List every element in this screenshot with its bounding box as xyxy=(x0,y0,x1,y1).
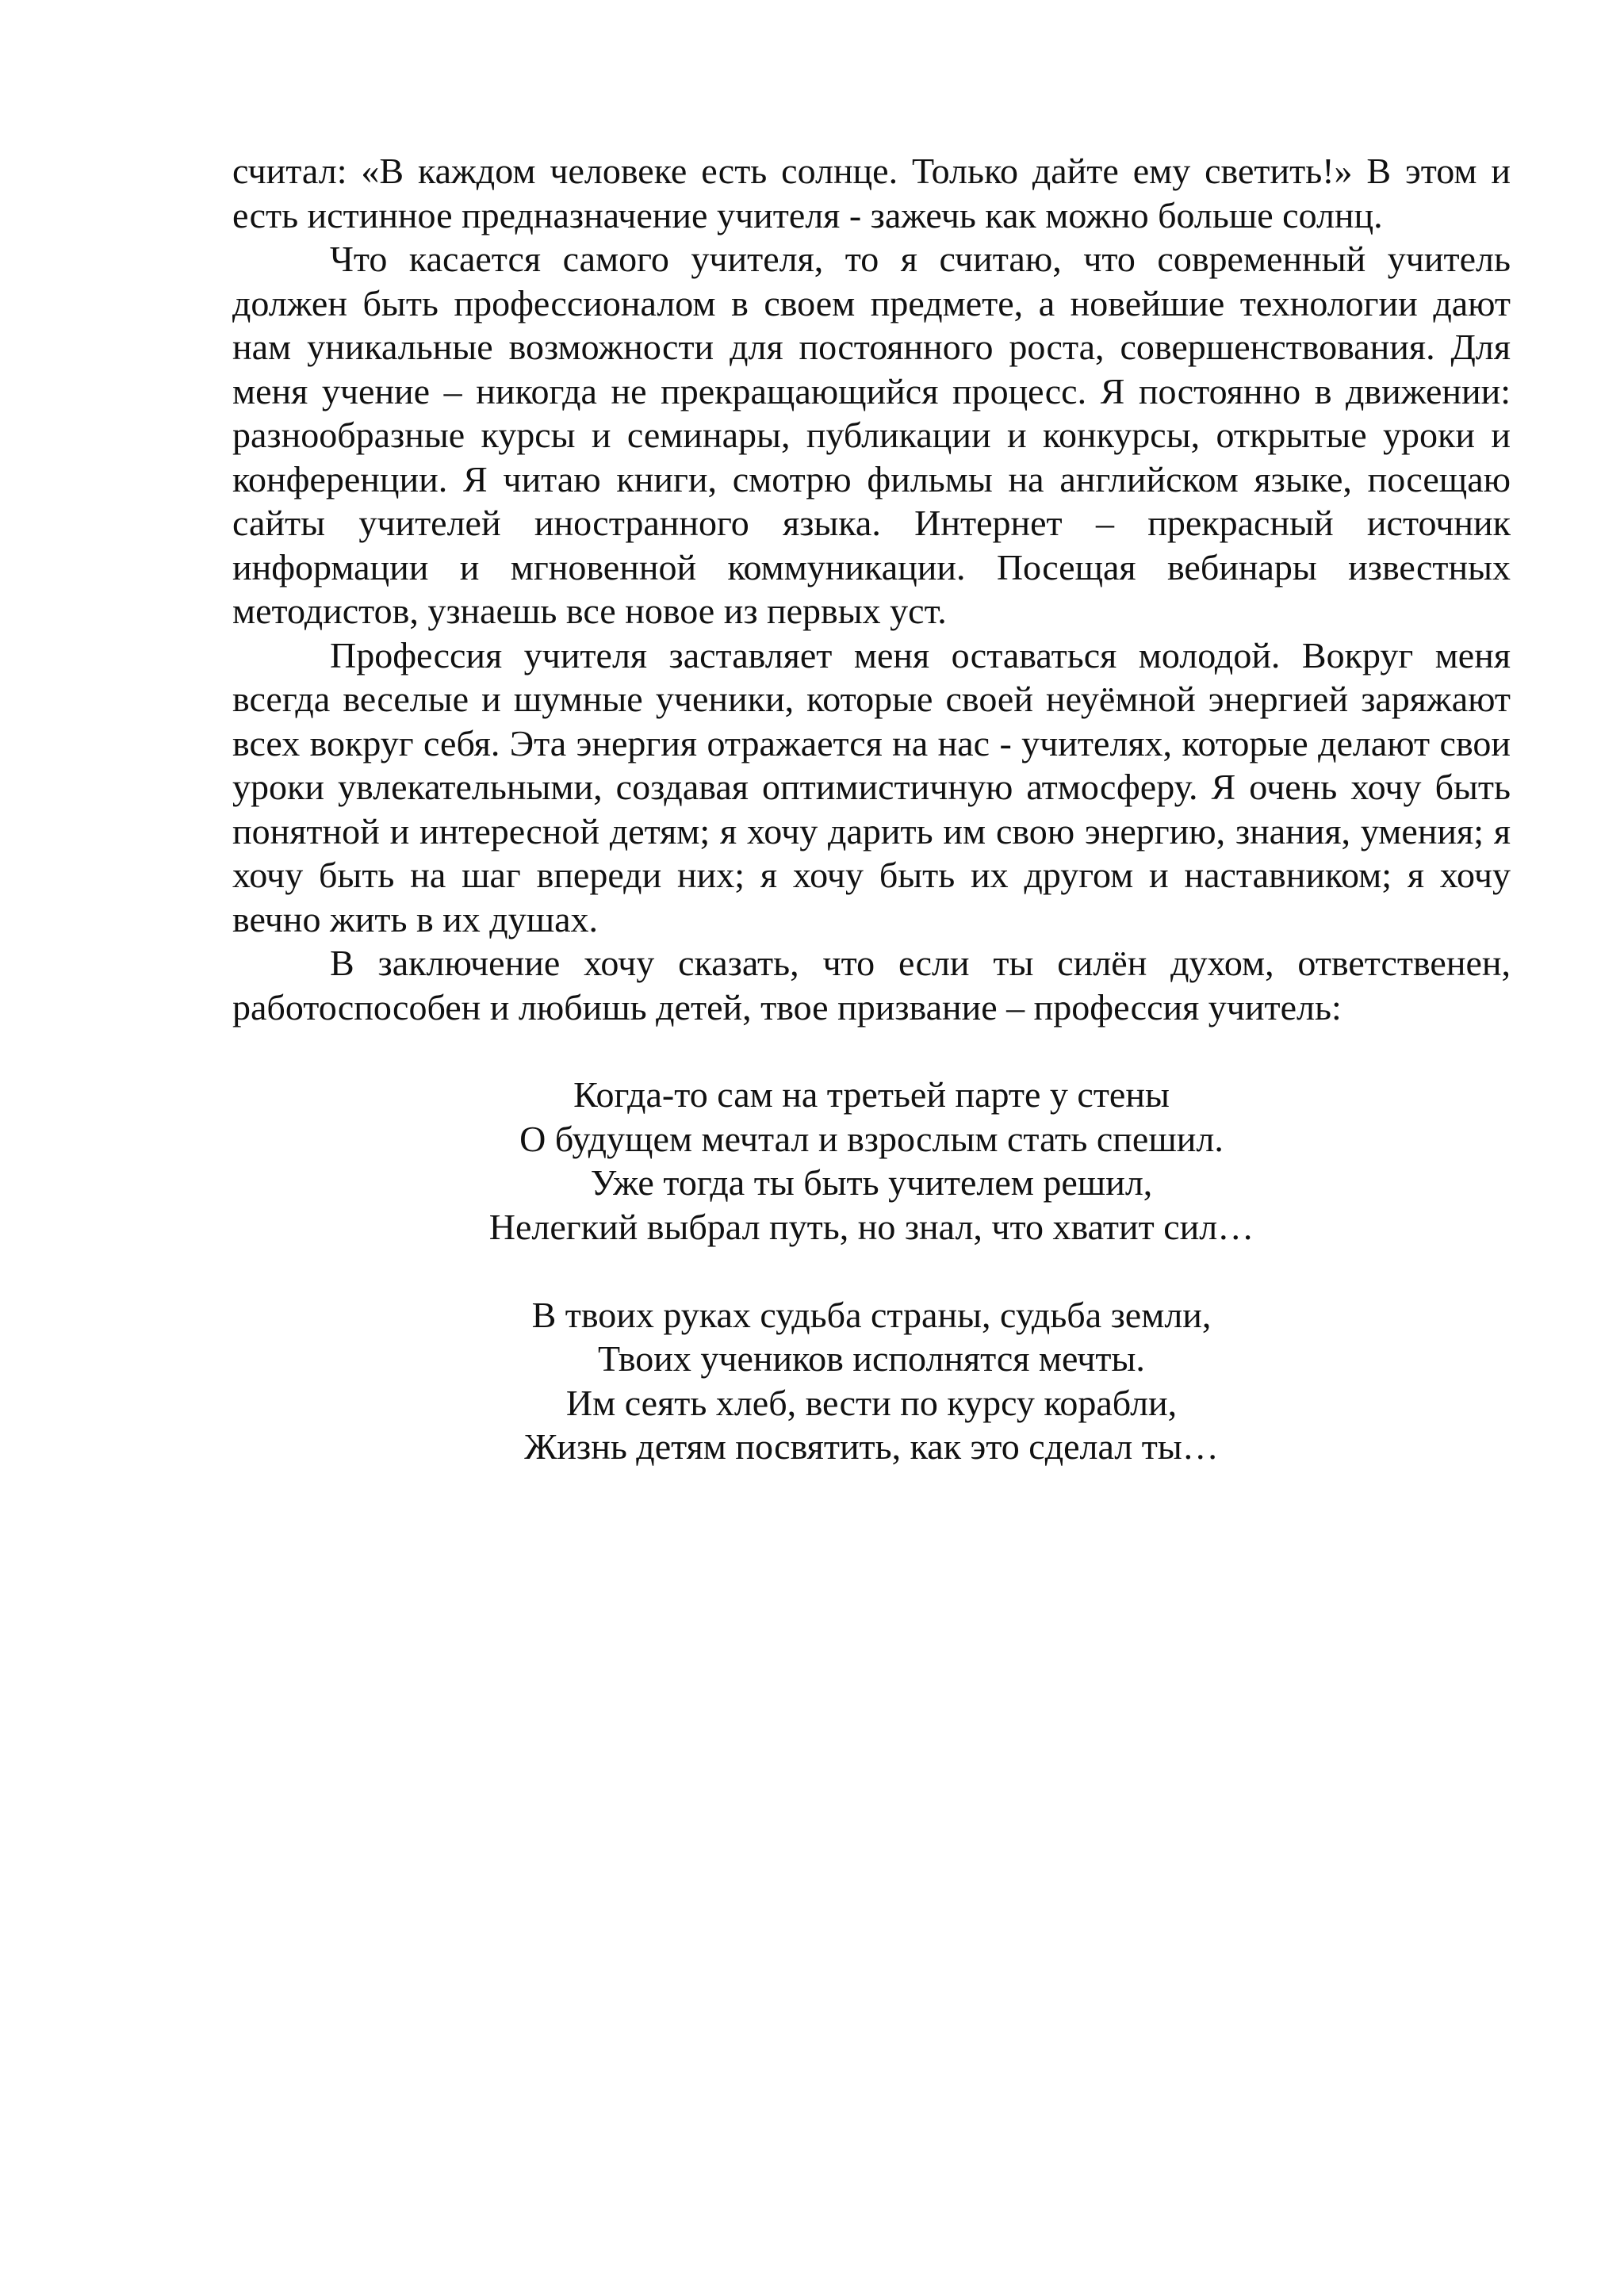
paragraph-3: Профессия учителя заставляет меня оставаться молодой. Вокруг меня всегда веселые и шумные ученики, которые своей неуёмной энергией заряжают всех вокруг себя. Эта энергия отражается на нас - учителях, которые делают свои уроки увлекательными, создавая оптимистичную атмосферу. Я очень хочу быть понятной и интересной детям; я хочу дарить им свою энергию, знания, умения; я хочу быть на шаг впереди них; я хочу быть их другом и наставником; я хочу вечно жить в их душах. xyxy=(232,634,1511,939)
document-body xyxy=(232,149,1511,1513)
poem-stanza-1 xyxy=(232,1073,1511,1249)
poem-line: Твоих учеников исполнятся мечты. xyxy=(598,1338,1145,1379)
paragraph-4: В заключение хочу сказать, что если ты силён духом, ответственен, работоспособен и любишь детей, твое призвание – профессия учитель: xyxy=(232,943,1511,1027)
paragraph-2: Что касается самого учителя, то я считаю, что современный учитель должен быть профессионалом в своем предмете, а новейшие технологии дают нам уникальные возможности для постоянного роста, совершенствования. Для меня учение – никогда не прекращающийся процесс. Я постоянно в движении: разнообразные курсы и семинары, публикации и конкурсы, открытые уроки и конференции. Я читаю книги, смотрю фильмы на английском языке, посещаю сайты учителей иностранного языка. Интернет – прекрасный источник информации и мгновенной коммуникации. Посещая вебинары известных методистов, узнаешь все новое из первых уст. xyxy=(232,239,1511,631)
poem-line: Им сеять хлеб, вести по курсу корабли, xyxy=(565,1382,1178,1423)
poem-line: Нелегкий выбрал путь, но знал, что хватит сил… xyxy=(488,1206,1254,1247)
poem-line: Жизнь детям посвятить, как это сделал ты… xyxy=(524,1426,1219,1467)
poem-line: Уже тогда ты быть учителем решил, xyxy=(590,1162,1153,1203)
poem-line: О будущем мечтал и взрослым стать спешил. xyxy=(519,1118,1224,1159)
poem-line: В твоих руках судьба страны, судьба земли, xyxy=(531,1294,1212,1335)
poem xyxy=(232,1073,1511,1469)
poem-line: Когда-то сам на третьей парте у стены xyxy=(573,1074,1170,1115)
paragraph-1: считал: «В каждом человеке есть солнце. Только дайте ему светить!» В этом и есть истинное предназначение учителя - зажечь как можно больше солнц. xyxy=(232,151,1511,235)
poem-stanza-2 xyxy=(232,1293,1511,1469)
